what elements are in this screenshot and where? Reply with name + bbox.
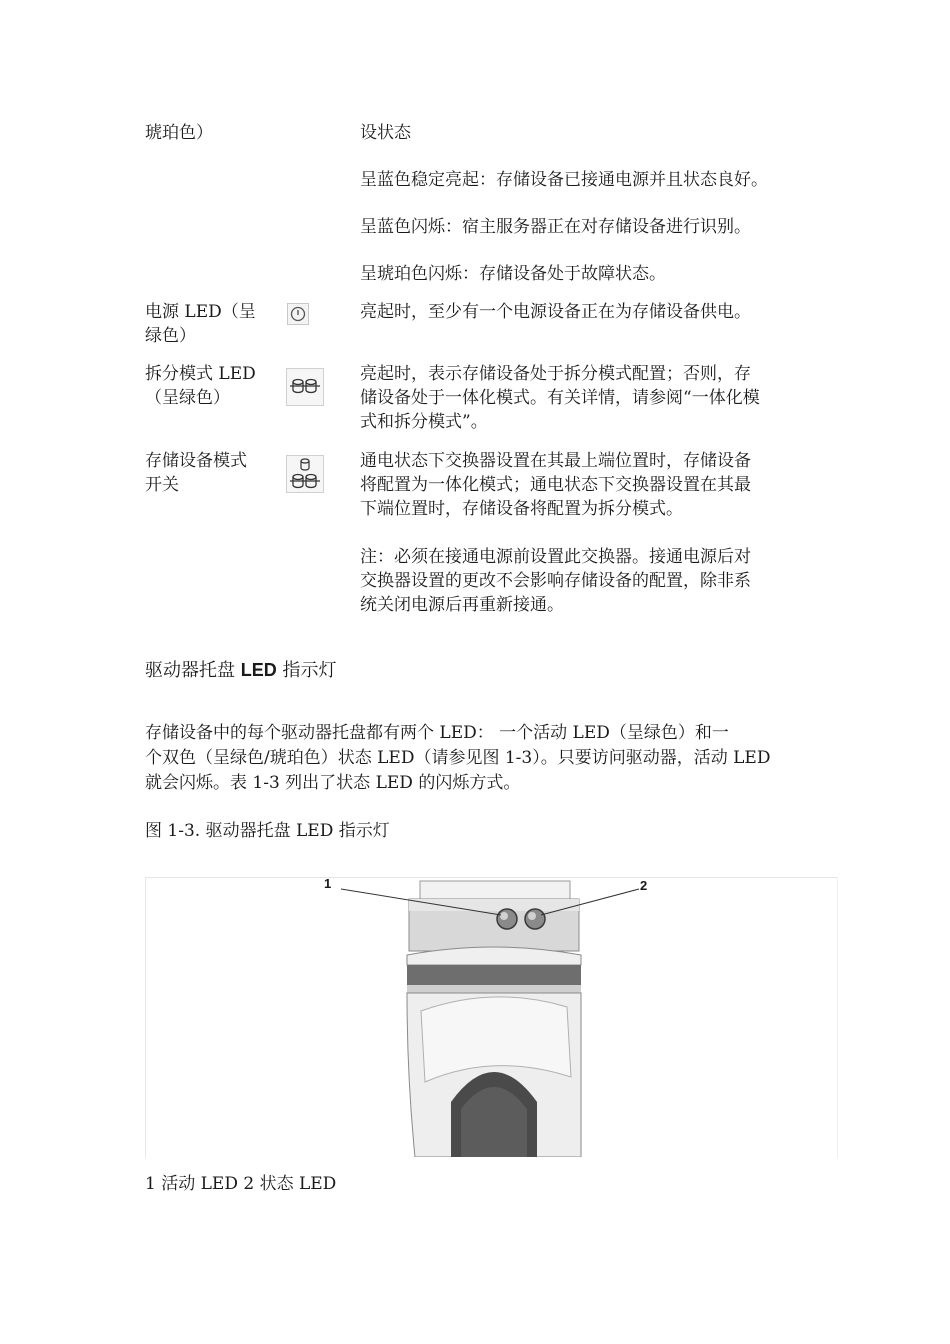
mode-switch-desc-3: 下端位置时，存储设备将配置为拆分模式。 (360, 499, 683, 519)
mode-switch-icon (286, 455, 324, 493)
figure-title: 图 1-3. 驱动器托盘 LED 指示灯 (145, 821, 390, 841)
callout-2: 2 (640, 878, 648, 893)
power-led-label-2: 绿色） (145, 326, 196, 346)
row0-line-1: 呈蓝色稳定亮起：存储设备已接通电源并且状态良好。 (360, 170, 768, 190)
mode-switch-label-2: 开关 (145, 475, 179, 495)
status-led (525, 909, 545, 929)
mode-switch-desc-1: 通电状态下交换器设置在其最上端位置时，存储设备 (360, 451, 751, 471)
power-icon (287, 303, 309, 325)
split-mode-icon (286, 368, 324, 406)
power-led-desc: 亮起时，至少有一个电源设备正在为存储设备供电。 (360, 302, 751, 322)
section-heading-post: 指示灯 (282, 660, 337, 681)
mode-switch-label-1: 存储设备模式 (145, 451, 247, 471)
split-led-label-1: 拆分模式 LED (145, 364, 256, 384)
activity-led (497, 909, 517, 929)
mode-switch-note-1: 注：必须在接通电源前设置此交换器。接通电源后对 (360, 547, 751, 567)
split-led-label-2: （呈绿色） (145, 388, 230, 408)
para-line-1: 存储设备中的每个驱动器托盘都有两个 LED： 一个活动 LED（呈绿色）和一 (145, 723, 729, 743)
row0-line-2: 呈蓝色闪烁：宿主服务器正在对存储设备进行识别。 (360, 217, 751, 237)
power-led-label-1: 电源 LED（呈 (145, 302, 256, 322)
split-led-desc-2: 储设备处于一体化模式。有关详情，请参阅“一体化模 (360, 388, 760, 408)
row0-label: 琥珀色） (145, 123, 213, 143)
mode-switch-note-2: 交换器设置的更改不会影响存储设备的配置，除非系 (360, 571, 751, 591)
mode-switch-note-3: 统关闭电源后再重新接通。 (360, 595, 564, 615)
mode-switch-desc-2: 将配置为一体化模式；通电状态下交换器设置在其最 (360, 475, 751, 495)
figure-caption: 1 活动 LED 2 状态 LED (145, 1174, 337, 1194)
split-led-desc-3: 式和拆分模式”。 (360, 412, 488, 432)
section-heading-pre: 驱动器托盘 (145, 660, 235, 681)
section-heading (145, 658, 336, 683)
callout-1: 1 (324, 876, 332, 891)
row0-desc: 设状态 (360, 123, 411, 143)
para-line-3: 就会闪烁。表 1-3 列出了状态 LED 的闪烁方式。 (145, 773, 521, 793)
drive-tray-illustration (145, 877, 836, 1157)
para-line-2: 个双色（呈绿色/琥珀色）状态 LED（请参见图 1-3）。只要访问驱动器，活动 LED (145, 748, 771, 768)
row0-line-3: 呈琥珀色闪烁：存储设备处于故障状态。 (360, 264, 666, 284)
section-heading-bold: LED (240, 660, 277, 680)
split-led-desc-1: 亮起时，表示存储设备处于拆分模式配置；否则，存 (360, 364, 751, 384)
